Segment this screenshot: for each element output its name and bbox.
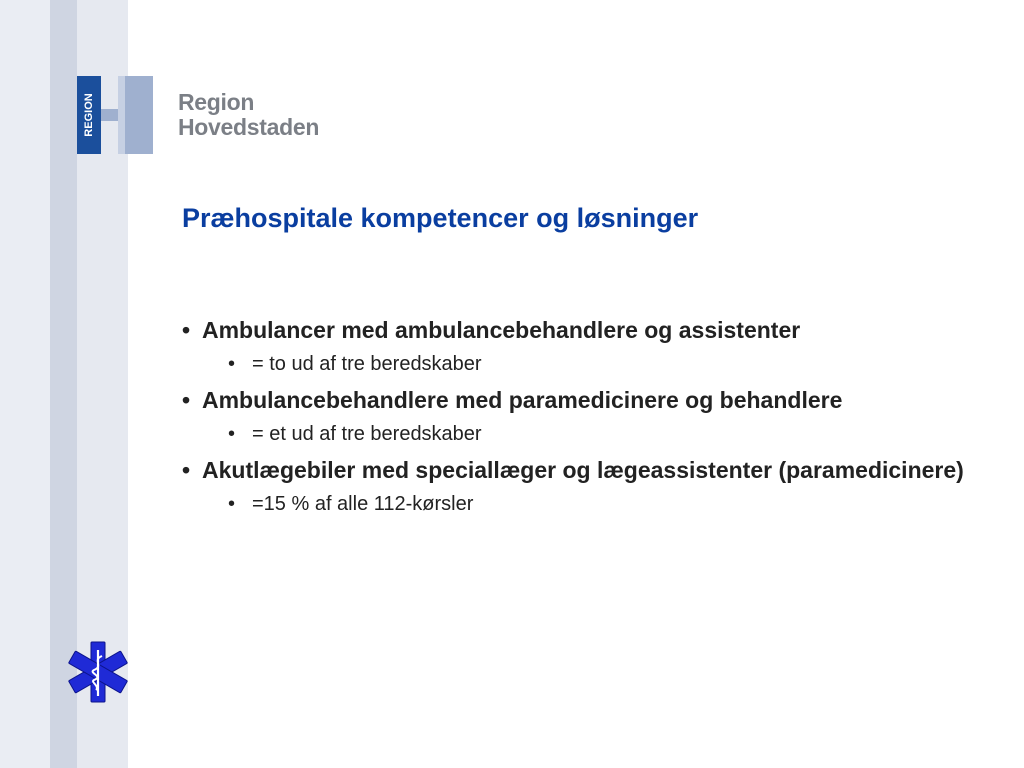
logo-line-region: Region — [178, 89, 255, 115]
list-item — [182, 384, 972, 448]
sub-bullet-list — [202, 350, 972, 378]
list-item — [182, 314, 972, 378]
sub-bullet-list — [202, 420, 972, 448]
sub-list-item — [202, 350, 972, 378]
bullet-marker: • — [182, 317, 191, 343]
star-of-life-icon — [66, 640, 130, 704]
sub-bullet-list — [202, 490, 972, 518]
bullet-list — [182, 314, 972, 518]
sub-bullet-marker: • — [228, 353, 236, 375]
logo-wordmark — [178, 90, 319, 140]
sub-bullet-marker: • — [228, 493, 236, 515]
region-h-logo-icon — [77, 76, 155, 154]
bullet-text: Akutlægebiler med speciallæger og lægeassistenter (paramedicinere) — [202, 457, 964, 483]
list-item — [182, 454, 972, 518]
logo-badge-text: REGION — [82, 93, 95, 137]
sub-bullet-marker: • — [228, 423, 236, 445]
bullet-marker: • — [182, 387, 191, 413]
sub-list-item — [202, 490, 972, 518]
bullet-text: Ambulancer med ambulancebehandlere og assistenter — [202, 317, 801, 343]
sub-bullet-text: = et ud af tre beredskaber — [252, 423, 482, 445]
region-hovedstaden-logo — [77, 76, 347, 156]
bullet-text: Ambulancebehandlere med paramedicinere og behandlere — [202, 387, 843, 413]
logo-line-hovedstaden: Hovedstaden — [178, 114, 320, 140]
left-stripe-outer — [0, 0, 50, 768]
slide-content — [182, 314, 972, 524]
sub-bullet-text: = to ud af tre beredskaber — [252, 353, 482, 375]
slide-title: Præhospitale kompetencer og løsninger — [182, 203, 699, 233]
sub-list-item — [202, 420, 972, 448]
bullet-marker: • — [182, 457, 191, 483]
sub-bullet-text: =15 % af alle 112-kørsler — [252, 493, 474, 515]
